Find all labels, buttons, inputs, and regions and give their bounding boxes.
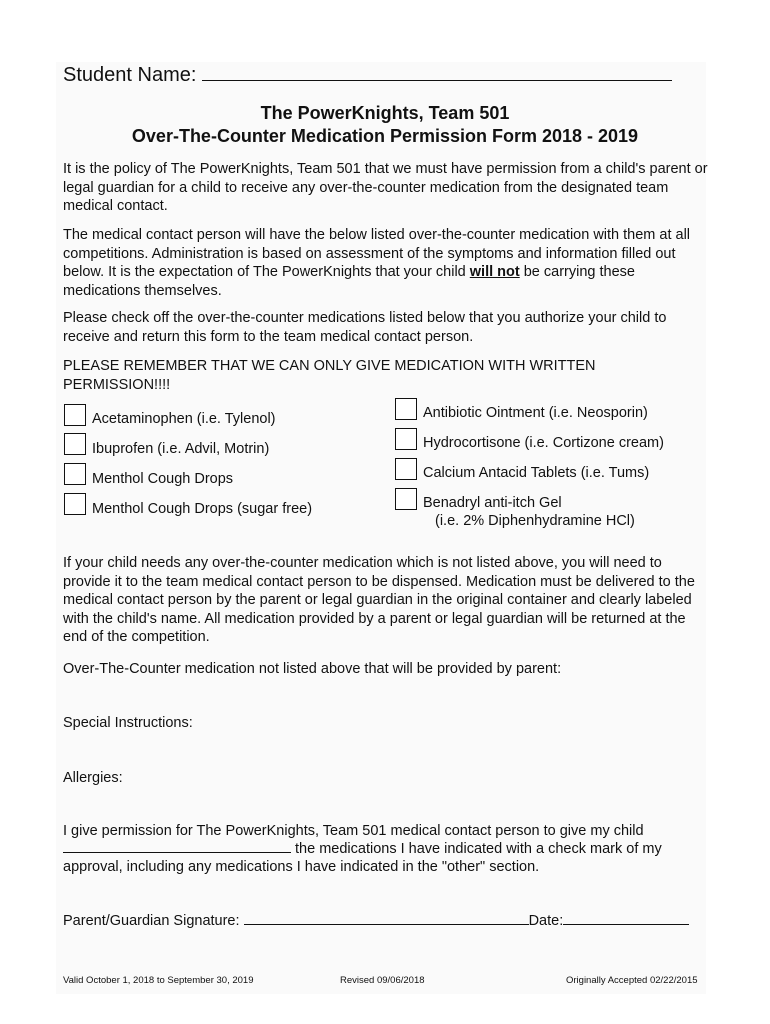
check-off-paragraph: Please check off the over-the-counter medications listed below that you authorize your child to receive and return this form to the team medical contact person.	[63, 310, 667, 345]
permission-line-3: approval, including any medications I have indicated in the "other" section.	[63, 859, 540, 875]
will-not-emphasis: will not	[469, 264, 520, 280]
permission-line-1: I give permission for The PowerKnights, Team 501 medical contact person to give my child	[63, 823, 644, 839]
checkbox-calcium-antacid[interactable]	[395, 458, 417, 480]
checkbox-antibiotic-ointment[interactable]	[395, 398, 417, 420]
med-label-menthol-sugar-free: Menthol Cough Drops (sugar free)	[92, 501, 313, 517]
checkbox-ibuprofen[interactable]	[64, 433, 86, 455]
med-label-benadryl-gel: Benadryl anti-itch Gel	[423, 495, 562, 511]
special-instructions-label: Special Instructions:	[63, 715, 193, 731]
child-name-line[interactable]	[63, 852, 291, 853]
form-title-team: The PowerKnights, Team 501	[260, 103, 510, 123]
student-name-line[interactable]	[202, 80, 672, 81]
footer-accepted: Originally Accepted 02/22/2015	[566, 975, 698, 986]
med-label-menthol-cough-drops: Menthol Cough Drops	[92, 471, 234, 487]
signature-row	[63, 912, 708, 931]
parent-signature-line[interactable]	[244, 924, 529, 925]
form-title: Over-The-Counter Medication Permission Form 2018 - 2019	[131, 126, 639, 146]
med-label-acetaminophen: Acetaminophen (i.e. Tylenol)	[92, 411, 276, 427]
permission-line-2	[63, 840, 708, 859]
parent-signature-label: Parent/Guardian Signature:	[63, 913, 240, 929]
checkbox-menthol-sugar-free[interactable]	[64, 493, 86, 515]
med-label-calcium-antacid: Calcium Antacid Tablets (i.e. Tums)	[423, 465, 650, 481]
contact-text-end: be carrying these medications themselves.	[63, 264, 635, 299]
checkbox-benadryl-gel[interactable]	[395, 488, 417, 510]
date-line[interactable]	[563, 924, 689, 925]
otc-provided-label: Over-The-Counter medication not listed above that will be provided by parent:	[63, 661, 562, 677]
med-note-benadryl: (i.e. 2% Diphenhydramine HCl)	[435, 513, 635, 529]
date-label: Date:	[528, 913, 564, 929]
checkbox-acetaminophen[interactable]	[64, 404, 86, 426]
remember-notice: PLEASE REMEMBER THAT WE CAN ONLY GIVE MEDICATION WITH WRITTEN PERMISSION!!!!	[63, 358, 596, 393]
policy-paragraph: It is the policy of The PowerKnights, Team 501 that we must have permission from a child's parent or legal guardian for a child to receive any over-the-counter medication from the designated team medical contact.	[63, 161, 708, 214]
footer-revised: Revised 09/06/2018	[340, 975, 425, 986]
footer-valid-dates: Valid October 1, 2018 to September 30, 2019	[63, 975, 254, 986]
permission-line-2-text: the medications I have indicated with a check mark of my	[291, 841, 662, 857]
not-listed-paragraph: If your child needs any over-the-counter medication which is not listed above, you will need to provide it to the team medical contact person to be dispensed. Medication must be delivered to the medical contact person by the parent or legal guardian in the original container and clearly labeled with the child's name. All medication provided by a parent or legal guardian will be returned at the end of the competition.	[63, 555, 695, 645]
allergies-label: Allergies:	[63, 770, 123, 786]
student-name-row	[63, 64, 672, 87]
medical-contact-paragraph	[63, 226, 708, 300]
med-label-ibuprofen: Ibuprofen (i.e. Advil, Motrin)	[92, 441, 270, 457]
contact-text-start: The medical contact person will have the below listed over-the-counter medication with them at all competitions. Administration is based on assessment of the symptoms and information filled out below. It is the expectation of The PowerKnights that your child	[63, 227, 691, 280]
med-label-antibiotic-ointment: Antibiotic Ointment (i.e. Neosporin)	[423, 405, 648, 421]
student-name-label: Student Name:	[63, 64, 197, 86]
checkbox-hydrocortisone[interactable]	[395, 428, 417, 450]
med-label-hydrocortisone: Hydrocortisone (i.e. Cortizone cream)	[423, 435, 664, 451]
checkbox-menthol-cough-drops[interactable]	[64, 463, 86, 485]
